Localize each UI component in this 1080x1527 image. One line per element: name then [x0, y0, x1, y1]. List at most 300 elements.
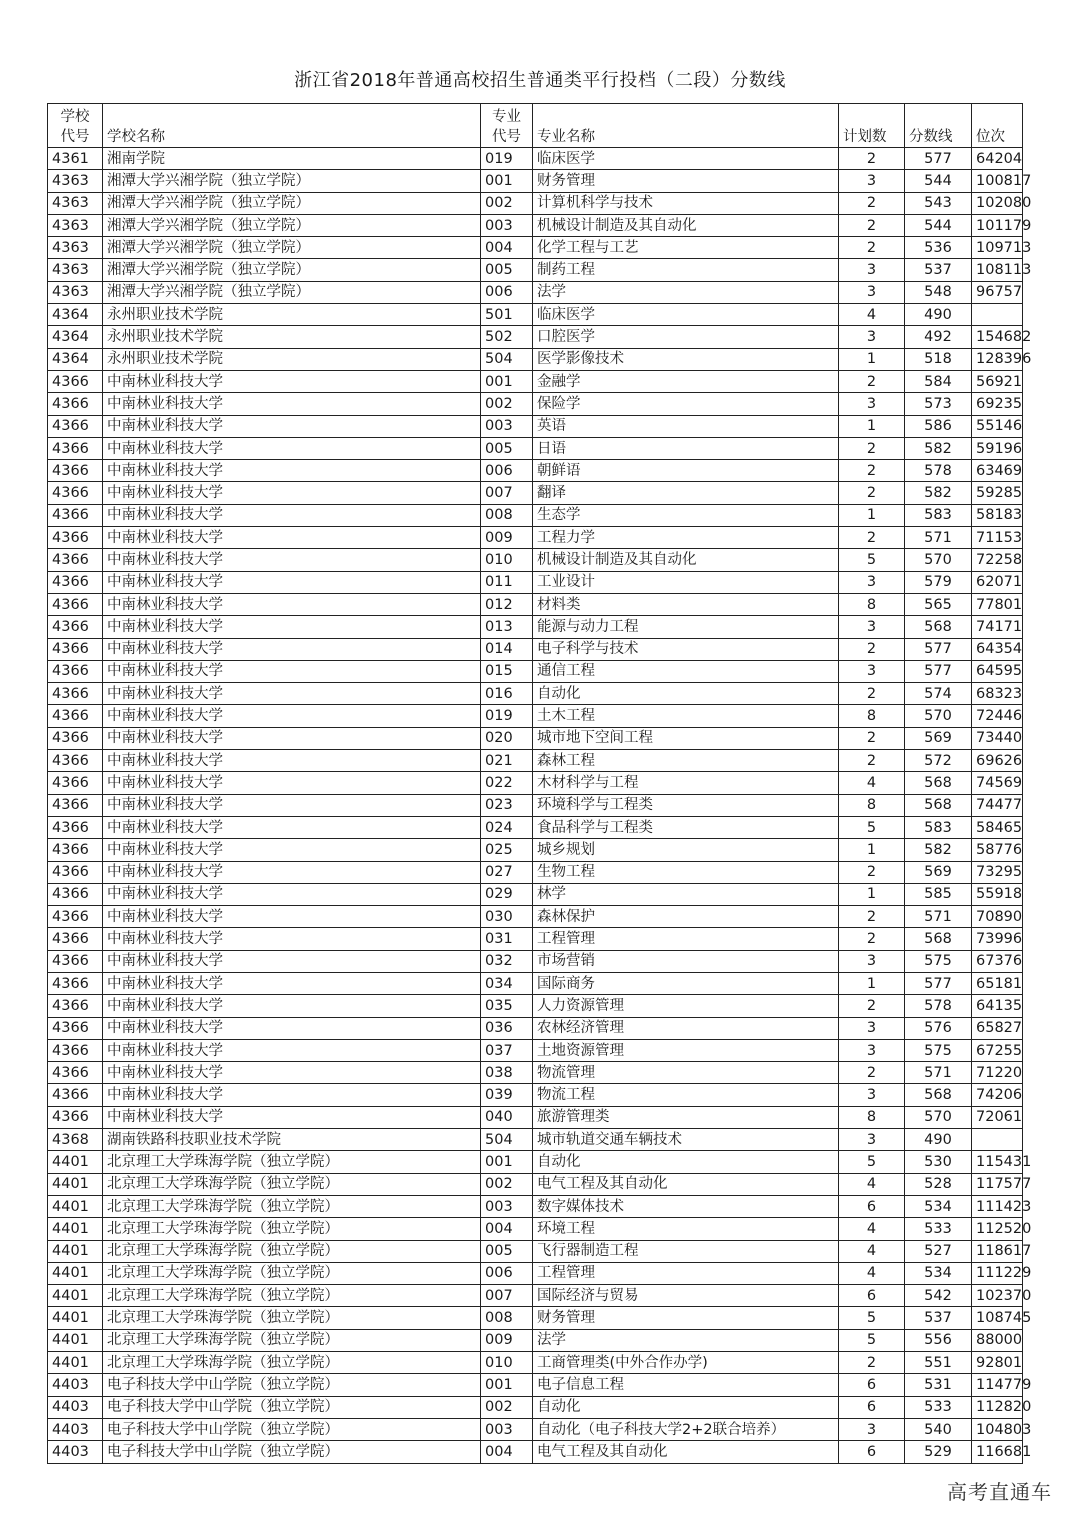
major-code-cell: 040 — [481, 1106, 533, 1128]
rank-cell: 65827 — [972, 1017, 1023, 1039]
major-name-cell: 口腔医学 — [533, 326, 839, 348]
school-code-cell: 4401 — [48, 1307, 103, 1329]
plan-count-cell: 2 — [839, 638, 905, 660]
plan-count-cell: 5 — [839, 1151, 905, 1173]
major-code-cell: 027 — [481, 861, 533, 883]
school-name-cell: 中南林业科技大学 — [103, 638, 481, 660]
school-name-cell: 中南林业科技大学 — [103, 1017, 481, 1039]
plan-count-cell: 3 — [839, 660, 905, 682]
school-name-cell: 中南林业科技大学 — [103, 437, 481, 459]
rank-cell: 92801 — [972, 1352, 1023, 1374]
table-row — [48, 214, 1023, 236]
school-name-cell: 中南林业科技大学 — [103, 504, 481, 526]
rank-cell: 74171 — [972, 616, 1023, 638]
school-code-cell: 4366 — [48, 593, 103, 615]
rank-cell: 111229 — [972, 1262, 1023, 1284]
school-code-cell: 4366 — [48, 995, 103, 1017]
score-cell: 583 — [905, 504, 972, 526]
major-code-cell: 010 — [481, 1352, 533, 1374]
rank-cell: 101179 — [972, 214, 1023, 236]
rank-cell: 115431 — [972, 1151, 1023, 1173]
school-code-cell: 4366 — [48, 950, 103, 972]
major-name-cell: 工商管理类(中外合作办学) — [533, 1352, 839, 1374]
table-row — [48, 705, 1023, 727]
major-name-cell: 财务管理 — [533, 170, 839, 192]
major-name-cell: 环境科学与工程类 — [533, 794, 839, 816]
major-code-cell: 016 — [481, 683, 533, 705]
major-code-cell: 002 — [481, 1396, 533, 1418]
score-cell: 569 — [905, 727, 972, 749]
school-name-cell: 电子科技大学中山学院（独立学院） — [103, 1441, 481, 1463]
table-row — [48, 683, 1023, 705]
major-code-cell: 039 — [481, 1084, 533, 1106]
school-code-cell: 4401 — [48, 1240, 103, 1262]
rank-cell: 109713 — [972, 237, 1023, 259]
school-code-cell: 4361 — [48, 148, 103, 170]
major-code-cell: 004 — [481, 1441, 533, 1463]
major-name-cell: 材料类 — [533, 593, 839, 615]
table-row — [48, 950, 1023, 972]
header-major-code — [481, 104, 533, 148]
table-row — [48, 883, 1023, 905]
rank-cell: 117577 — [972, 1173, 1023, 1195]
school-name-cell: 电子科技大学中山学院（独立学院） — [103, 1374, 481, 1396]
score-cell: 537 — [905, 1307, 972, 1329]
plan-count-cell: 3 — [839, 1039, 905, 1061]
score-cell: 492 — [905, 326, 972, 348]
major-name-cell: 农林经济管理 — [533, 1017, 839, 1039]
major-name-cell: 人力资源管理 — [533, 995, 839, 1017]
major-name-cell: 计算机科学与技术 — [533, 192, 839, 214]
table-row — [48, 928, 1023, 950]
rank-cell: 71220 — [972, 1062, 1023, 1084]
rank-cell: 69235 — [972, 393, 1023, 415]
school-code-cell: 4363 — [48, 214, 103, 236]
school-code-cell: 4366 — [48, 415, 103, 437]
school-name-cell: 中南林业科技大学 — [103, 1039, 481, 1061]
major-name-cell: 日语 — [533, 437, 839, 459]
score-cell: 531 — [905, 1374, 972, 1396]
major-name-cell: 法学 — [533, 1329, 839, 1351]
major-name-cell: 食品科学与工程类 — [533, 816, 839, 838]
school-name-cell: 北京理工大学珠海学院（独立学院） — [103, 1329, 481, 1351]
table-row — [48, 1062, 1023, 1084]
major-name-cell: 飞行器制造工程 — [533, 1240, 839, 1262]
major-code-cell: 001 — [481, 1374, 533, 1396]
rank-cell: 64135 — [972, 995, 1023, 1017]
school-code-cell: 4368 — [48, 1129, 103, 1151]
school-code-cell: 4401 — [48, 1329, 103, 1351]
school-code-cell: 4366 — [48, 928, 103, 950]
plan-count-cell: 3 — [839, 326, 905, 348]
school-name-cell: 永州职业技术学院 — [103, 326, 481, 348]
major-code-cell: 008 — [481, 1307, 533, 1329]
school-name-cell: 中南林业科技大学 — [103, 906, 481, 928]
major-name-cell: 制药工程 — [533, 259, 839, 281]
major-name-cell: 城乡规划 — [533, 839, 839, 861]
school-name-cell: 电子科技大学中山学院（独立学院） — [103, 1396, 481, 1418]
rank-cell: 73440 — [972, 727, 1023, 749]
score-cell: 583 — [905, 816, 972, 838]
school-code-cell: 4366 — [48, 839, 103, 861]
major-code-cell: 024 — [481, 816, 533, 838]
rank-cell: 72061 — [972, 1106, 1023, 1128]
table-row — [48, 750, 1023, 772]
table-row — [48, 660, 1023, 682]
rank-cell: 116681 — [972, 1441, 1023, 1463]
plan-count-cell: 1 — [839, 504, 905, 526]
major-name-cell: 木材科学与工程 — [533, 772, 839, 794]
major-name-cell: 数字媒体技术 — [533, 1195, 839, 1217]
school-name-cell: 中南林业科技大学 — [103, 415, 481, 437]
school-code-cell: 4403 — [48, 1418, 103, 1440]
major-name-cell: 森林保护 — [533, 906, 839, 928]
school-name-cell: 永州职业技术学院 — [103, 348, 481, 370]
plan-count-cell: 3 — [839, 170, 905, 192]
school-code-cell: 4363 — [48, 192, 103, 214]
score-cell: 544 — [905, 170, 972, 192]
school-name-cell: 中南林业科技大学 — [103, 527, 481, 549]
school-code-cell: 4366 — [48, 1084, 103, 1106]
major-name-cell: 朝鲜语 — [533, 460, 839, 482]
score-cell: 568 — [905, 616, 972, 638]
rank-cell: 64204 — [972, 148, 1023, 170]
major-code-cell: 003 — [481, 1195, 533, 1217]
school-name-cell: 中南林业科技大学 — [103, 972, 481, 994]
rank-cell: 58183 — [972, 504, 1023, 526]
table-row — [48, 995, 1023, 1017]
school-code-cell: 4403 — [48, 1374, 103, 1396]
rank-cell: 72258 — [972, 549, 1023, 571]
major-code-cell: 002 — [481, 393, 533, 415]
school-name-cell: 中南林业科技大学 — [103, 772, 481, 794]
major-code-cell: 031 — [481, 928, 533, 950]
table-row — [48, 482, 1023, 504]
school-code-cell: 4366 — [48, 1017, 103, 1039]
rank-cell: 112820 — [972, 1396, 1023, 1418]
major-code-cell: 015 — [481, 660, 533, 682]
school-name-cell: 中南林业科技大学 — [103, 683, 481, 705]
rank-cell: 100817 — [972, 170, 1023, 192]
table-row — [48, 1195, 1023, 1217]
score-cell: 575 — [905, 950, 972, 972]
score-cell: 572 — [905, 750, 972, 772]
major-code-cell: 038 — [481, 1062, 533, 1084]
plan-count-cell: 3 — [839, 1418, 905, 1440]
header-school-code — [48, 104, 103, 148]
score-cell: 568 — [905, 1084, 972, 1106]
rank-cell: 56921 — [972, 370, 1023, 392]
school-code-cell: 4366 — [48, 437, 103, 459]
rank-cell: 63469 — [972, 460, 1023, 482]
plan-count-cell: 5 — [839, 816, 905, 838]
school-code-cell: 4366 — [48, 906, 103, 928]
score-cell: 579 — [905, 571, 972, 593]
rank-cell: 114779 — [972, 1374, 1023, 1396]
school-name-cell: 中南林业科技大学 — [103, 995, 481, 1017]
score-cell: 582 — [905, 839, 972, 861]
school-name-cell: 中南林业科技大学 — [103, 1106, 481, 1128]
school-code-cell: 4364 — [48, 348, 103, 370]
table-row — [48, 504, 1023, 526]
major-name-cell: 化学工程与工艺 — [533, 237, 839, 259]
rank-cell: 67376 — [972, 950, 1023, 972]
plan-count-cell: 2 — [839, 1062, 905, 1084]
table-row — [48, 593, 1023, 615]
rank-cell: 96757 — [972, 281, 1023, 303]
rank-cell: 55146 — [972, 415, 1023, 437]
major-name-cell: 工程管理 — [533, 928, 839, 950]
table-row — [48, 1240, 1023, 1262]
plan-count-cell: 8 — [839, 593, 905, 615]
plan-count-cell: 3 — [839, 1084, 905, 1106]
school-code-cell: 4364 — [48, 326, 103, 348]
school-name-cell: 湘潭大学兴湘学院（独立学院） — [103, 192, 481, 214]
school-name-cell: 湘潭大学兴湘学院（独立学院） — [103, 214, 481, 236]
major-code-cell: 007 — [481, 482, 533, 504]
school-code-cell: 4401 — [48, 1151, 103, 1173]
header-rank: 位次 — [972, 104, 1023, 148]
table-row — [48, 772, 1023, 794]
rank-cell: 64354 — [972, 638, 1023, 660]
major-name-cell: 保险学 — [533, 393, 839, 415]
header-score: 分数线 — [905, 104, 972, 148]
school-name-cell: 中南林业科技大学 — [103, 816, 481, 838]
major-name-cell: 国际经济与贸易 — [533, 1285, 839, 1307]
plan-count-cell: 6 — [839, 1195, 905, 1217]
score-cell: 576 — [905, 1017, 972, 1039]
plan-count-cell: 4 — [839, 772, 905, 794]
plan-count-cell: 4 — [839, 1240, 905, 1262]
major-code-cell: 002 — [481, 192, 533, 214]
table-row — [48, 1129, 1023, 1151]
score-cell: 571 — [905, 1062, 972, 1084]
major-name-cell: 旅游管理类 — [533, 1106, 839, 1128]
major-code-cell: 011 — [481, 571, 533, 593]
score-cell: 529 — [905, 1441, 972, 1463]
major-name-cell: 通信工程 — [533, 660, 839, 682]
score-cell: 530 — [905, 1151, 972, 1173]
school-code-cell: 4366 — [48, 616, 103, 638]
major-code-cell: 005 — [481, 259, 533, 281]
score-cell: 570 — [905, 705, 972, 727]
rank-cell: 58776 — [972, 839, 1023, 861]
school-name-cell: 中南林业科技大学 — [103, 705, 481, 727]
plan-count-cell: 8 — [839, 1106, 905, 1128]
school-code-cell: 4366 — [48, 705, 103, 727]
rank-cell: 71153 — [972, 527, 1023, 549]
school-name-cell: 北京理工大学珠海学院（独立学院） — [103, 1307, 481, 1329]
score-cell: 568 — [905, 772, 972, 794]
plan-count-cell: 2 — [839, 683, 905, 705]
school-code-cell: 4364 — [48, 304, 103, 326]
school-code-cell: 4363 — [48, 237, 103, 259]
major-name-cell: 国际商务 — [533, 972, 839, 994]
school-name-cell: 中南林业科技大学 — [103, 1084, 481, 1106]
table-body — [48, 148, 1032, 1464]
score-cell: 565 — [905, 593, 972, 615]
school-name-cell: 湘潭大学兴湘学院（独立学院） — [103, 170, 481, 192]
major-code-cell: 004 — [481, 237, 533, 259]
school-name-cell: 北京理工大学珠海学院（独立学院） — [103, 1218, 481, 1240]
score-cell: 571 — [905, 527, 972, 549]
school-name-cell: 中南林业科技大学 — [103, 950, 481, 972]
major-code-cell: 013 — [481, 616, 533, 638]
major-name-cell: 自动化 — [533, 1396, 839, 1418]
plan-count-cell: 4 — [839, 1218, 905, 1240]
plan-count-cell: 3 — [839, 281, 905, 303]
table-row — [48, 549, 1023, 571]
table-row — [48, 1352, 1023, 1374]
rank-cell: 73996 — [972, 928, 1023, 950]
school-code-cell: 4401 — [48, 1285, 103, 1307]
school-code-cell: 4403 — [48, 1396, 103, 1418]
table-row — [48, 816, 1023, 838]
table-row — [48, 616, 1023, 638]
rank-cell: 154682 — [972, 326, 1023, 348]
major-code-cell: 019 — [481, 705, 533, 727]
table-row — [48, 839, 1023, 861]
rank-cell: 68323 — [972, 683, 1023, 705]
rank-cell: 108745 — [972, 1307, 1023, 1329]
score-cell: 585 — [905, 883, 972, 905]
major-code-cell: 003 — [481, 415, 533, 437]
major-name-cell: 城市轨道交通车辆技术 — [533, 1129, 839, 1151]
score-cell: 584 — [905, 370, 972, 392]
school-name-cell: 湘潭大学兴湘学院（独立学院） — [103, 259, 481, 281]
plan-count-cell: 6 — [839, 1285, 905, 1307]
header-school-code-line1: 学校 — [60, 109, 90, 125]
school-code-cell: 4401 — [48, 1218, 103, 1240]
major-name-cell: 电子科学与技术 — [533, 638, 839, 660]
score-cell: 575 — [905, 1039, 972, 1061]
table-row — [48, 1218, 1023, 1240]
major-code-cell: 025 — [481, 839, 533, 861]
header-school-code-line2: 代号 — [60, 129, 90, 145]
school-code-cell: 4366 — [48, 393, 103, 415]
major-code-cell: 001 — [481, 170, 533, 192]
plan-count-cell: 1 — [839, 883, 905, 905]
score-cell: 556 — [905, 1329, 972, 1351]
school-code-cell: 4366 — [48, 460, 103, 482]
table-row — [48, 281, 1023, 303]
plan-count-cell: 2 — [839, 861, 905, 883]
score-cell: 490 — [905, 304, 972, 326]
school-code-cell: 4366 — [48, 504, 103, 526]
rank-cell — [972, 304, 1023, 326]
school-code-cell: 4366 — [48, 750, 103, 772]
score-cell: 578 — [905, 460, 972, 482]
score-table — [47, 103, 1032, 1464]
table-row — [48, 1017, 1023, 1039]
score-cell: 536 — [905, 237, 972, 259]
score-cell: 577 — [905, 660, 972, 682]
school-name-cell: 中南林业科技大学 — [103, 593, 481, 615]
major-name-cell: 金融学 — [533, 370, 839, 392]
plan-count-cell: 2 — [839, 237, 905, 259]
school-code-cell: 4366 — [48, 1106, 103, 1128]
plan-count-cell: 2 — [839, 148, 905, 170]
major-code-cell: 008 — [481, 504, 533, 526]
rank-cell: 118617 — [972, 1240, 1023, 1262]
plan-count-cell: 3 — [839, 616, 905, 638]
school-name-cell: 永州职业技术学院 — [103, 304, 481, 326]
rank-cell: 59285 — [972, 482, 1023, 504]
major-name-cell: 城市地下空间工程 — [533, 727, 839, 749]
rank-cell: 102080 — [972, 192, 1023, 214]
school-name-cell: 中南林业科技大学 — [103, 839, 481, 861]
major-code-cell: 501 — [481, 304, 533, 326]
plan-count-cell: 2 — [839, 192, 905, 214]
major-name-cell: 生物工程 — [533, 861, 839, 883]
table-row — [48, 906, 1023, 928]
major-code-cell: 007 — [481, 1285, 533, 1307]
school-code-cell: 4363 — [48, 259, 103, 281]
school-name-cell: 中南林业科技大学 — [103, 794, 481, 816]
table-row — [48, 1418, 1023, 1440]
plan-count-cell: 4 — [839, 1262, 905, 1284]
school-name-cell: 中南林业科技大学 — [103, 571, 481, 593]
school-code-cell: 4366 — [48, 727, 103, 749]
major-name-cell: 财务管理 — [533, 1307, 839, 1329]
table-row — [48, 237, 1023, 259]
score-cell: 569 — [905, 861, 972, 883]
school-code-cell: 4366 — [48, 370, 103, 392]
score-cell: 537 — [905, 259, 972, 281]
plan-count-cell: 3 — [839, 393, 905, 415]
score-cell: 574 — [905, 683, 972, 705]
table-row — [48, 304, 1023, 326]
rank-cell: 58465 — [972, 816, 1023, 838]
plan-count-cell: 3 — [839, 259, 905, 281]
rank-cell: 104803 — [972, 1418, 1023, 1440]
major-code-cell: 037 — [481, 1039, 533, 1061]
score-cell: 543 — [905, 192, 972, 214]
table-row — [48, 393, 1023, 415]
table-row — [48, 527, 1023, 549]
rank-cell: 74206 — [972, 1084, 1023, 1106]
rank-cell: 74569 — [972, 772, 1023, 794]
plan-count-cell: 5 — [839, 1329, 905, 1351]
major-code-cell: 020 — [481, 727, 533, 749]
school-name-cell: 中南林业科技大学 — [103, 660, 481, 682]
major-code-cell: 502 — [481, 326, 533, 348]
plan-count-cell: 5 — [839, 1307, 905, 1329]
school-code-cell: 4366 — [48, 527, 103, 549]
major-code-cell: 034 — [481, 972, 533, 994]
major-name-cell: 林学 — [533, 883, 839, 905]
school-name-cell: 中南林业科技大学 — [103, 393, 481, 415]
table-row — [48, 192, 1023, 214]
school-code-cell: 4366 — [48, 683, 103, 705]
plan-count-cell: 2 — [839, 750, 905, 772]
school-code-cell: 4366 — [48, 772, 103, 794]
plan-count-cell: 3 — [839, 1129, 905, 1151]
school-name-cell: 北京理工大学珠海学院（独立学院） — [103, 1285, 481, 1307]
plan-count-cell: 1 — [839, 972, 905, 994]
major-code-cell: 004 — [481, 1218, 533, 1240]
major-code-cell: 029 — [481, 883, 533, 905]
rank-cell: 108113 — [972, 259, 1023, 281]
school-code-cell: 4366 — [48, 549, 103, 571]
plan-count-cell: 2 — [839, 995, 905, 1017]
major-name-cell: 机械设计制造及其自动化 — [533, 214, 839, 236]
table-row — [48, 415, 1023, 437]
score-cell: 533 — [905, 1218, 972, 1240]
school-code-cell: 4363 — [48, 281, 103, 303]
school-name-cell: 北京理工大学珠海学院（独立学院） — [103, 1240, 481, 1262]
school-name-cell: 湘潭大学兴湘学院（独立学院） — [103, 281, 481, 303]
